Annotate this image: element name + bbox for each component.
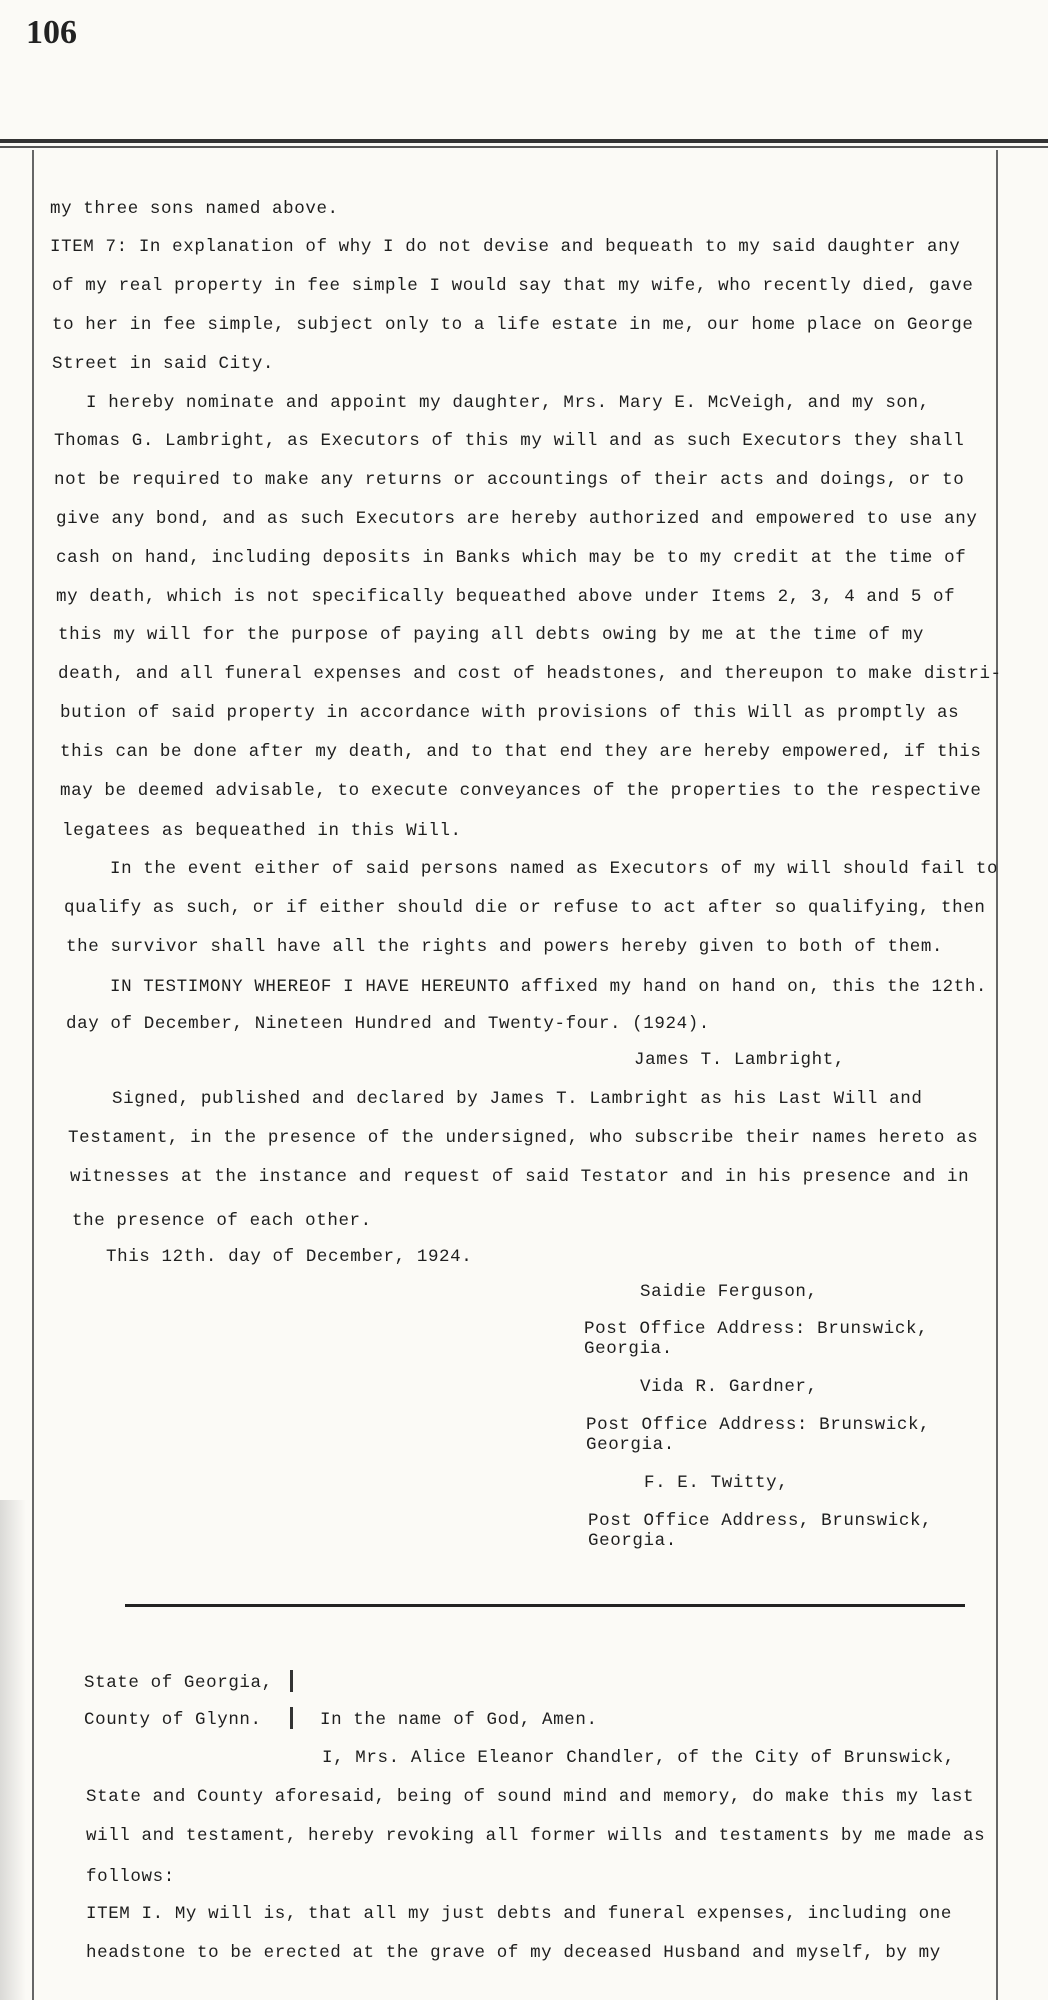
text-line: qualify as such, or if either should die or refuse to act after so qualifying, then xyxy=(64,898,986,918)
text-line: headstone to be erected at the grave of my deceased Husband and myself, by my xyxy=(86,1943,941,1963)
text-line: this can be done after my death, and to that end they are hereby empowered, if this xyxy=(60,742,982,762)
right-margin-border xyxy=(996,150,998,2000)
text-line: this my will for the purpose of paying all debts owing by me at the time of my xyxy=(58,625,924,645)
text-line: Signed, published and declared by James T. Lambright as his Last Will and xyxy=(112,1089,923,1109)
text-line: the survivor shall have all the rights and powers hereby given to both of them. xyxy=(66,937,944,957)
text-line: give any bond, and as such Executors are hereby authorized and empowered to use any xyxy=(56,509,978,529)
left-margin-border xyxy=(32,150,34,2000)
text-line: Thomas G. Lambright, as Executors of this my will and as such Executors they shall xyxy=(54,431,965,451)
text-line: the presence of each other. xyxy=(72,1211,372,1231)
top-rule-thin xyxy=(0,146,1048,148)
text-line: will and testament, hereby revoking all former wills and testaments by me made as xyxy=(86,1826,986,1846)
witness-address: Post Office Address: Brunswick, xyxy=(584,1319,929,1339)
text-line: cash on hand, including deposits in Banks which may be to my credit at the time of xyxy=(56,548,967,568)
state-line: State of Georgia, xyxy=(84,1673,273,1693)
witness-name: F. E. Twitty, xyxy=(644,1473,789,1493)
text-line: my three sons named above. xyxy=(50,199,339,219)
page-smudge xyxy=(0,1500,26,2000)
text-line: of my real property in fee simple I would say that my wife, who recently died, gave xyxy=(52,276,974,296)
witness-address: Post Office Address, Brunswick, xyxy=(588,1511,933,1531)
text-line: Street in said City. xyxy=(52,354,275,374)
witness-address: Georgia. xyxy=(586,1435,675,1455)
witness-address: Georgia. xyxy=(584,1339,673,1359)
top-rule xyxy=(0,139,1048,143)
text-line: my death, which is not specifically bequeathed above under Items 2, 3, 4 and 5 of xyxy=(56,587,956,607)
text-line: witnesses at the instance and request of said Testator and in his presence and in xyxy=(70,1167,970,1187)
text-line: This 12th. day of December, 1924. xyxy=(106,1247,473,1267)
text-line: Testament, in the presence of the undersigned, who subscribe their names hereto as xyxy=(68,1128,979,1148)
text-line: bution of said property in accordance with provisions of this Will as promptly as xyxy=(60,703,960,723)
text-line: day of December, Nineteen Hundred and Twenty-four. (1924). xyxy=(66,1014,710,1034)
text-line: follows: xyxy=(86,1867,175,1887)
text-line: I, Mrs. Alice Eleanor Chandler, of the City of Brunswick, xyxy=(322,1748,955,1768)
text-line: I hereby nominate and appoint my daughter, Mrs. Mary E. McVeigh, and my son, xyxy=(86,393,930,413)
bracket-mark xyxy=(290,1707,298,1729)
text-line: death, and all funeral expenses and cost of headstones, and thereupon to make distri- xyxy=(58,664,1002,684)
witness-name: Vida R. Gardner, xyxy=(640,1377,818,1397)
testator-signature: James T. Lambright, xyxy=(634,1050,845,1070)
text-line: IN TESTIMONY WHEREOF I HAVE HEREUNTO affixed my hand on hand on, this the 12th. xyxy=(110,977,988,997)
witness-address: Georgia. xyxy=(588,1531,677,1551)
text-line: State and County aforesaid, being of sound mind and memory, do make this my last xyxy=(86,1787,975,1807)
invocation: In the name of God, Amen. xyxy=(320,1710,598,1730)
text-line: may be deemed advisable, to execute conveyances of the properties to the respective xyxy=(60,781,982,801)
text-line: ITEM 7: In explanation of why I do not devise and bequeath to my said daughter any xyxy=(50,237,961,257)
text-line: In the event either of said persons named as Executors of my will should fail to xyxy=(110,859,999,879)
witness-address: Post Office Address: Brunswick, xyxy=(586,1415,931,1435)
text-line: ITEM I. My will is, that all my just debts and funeral expenses, including one xyxy=(86,1904,952,1924)
text-line: to her in fee simple, subject only to a life estate in me, our home place on George xyxy=(52,315,974,335)
text-line: legatees as bequeathed in this Will. xyxy=(62,821,462,841)
witness-name: Saidie Ferguson, xyxy=(640,1282,818,1302)
county-line: County of Glynn. xyxy=(84,1710,262,1730)
section-divider xyxy=(125,1604,965,1607)
page-number: 106 xyxy=(26,14,77,51)
bracket-mark xyxy=(290,1670,298,1692)
text-line: not be required to make any returns or accountings of their acts and doings, or to xyxy=(54,470,965,490)
